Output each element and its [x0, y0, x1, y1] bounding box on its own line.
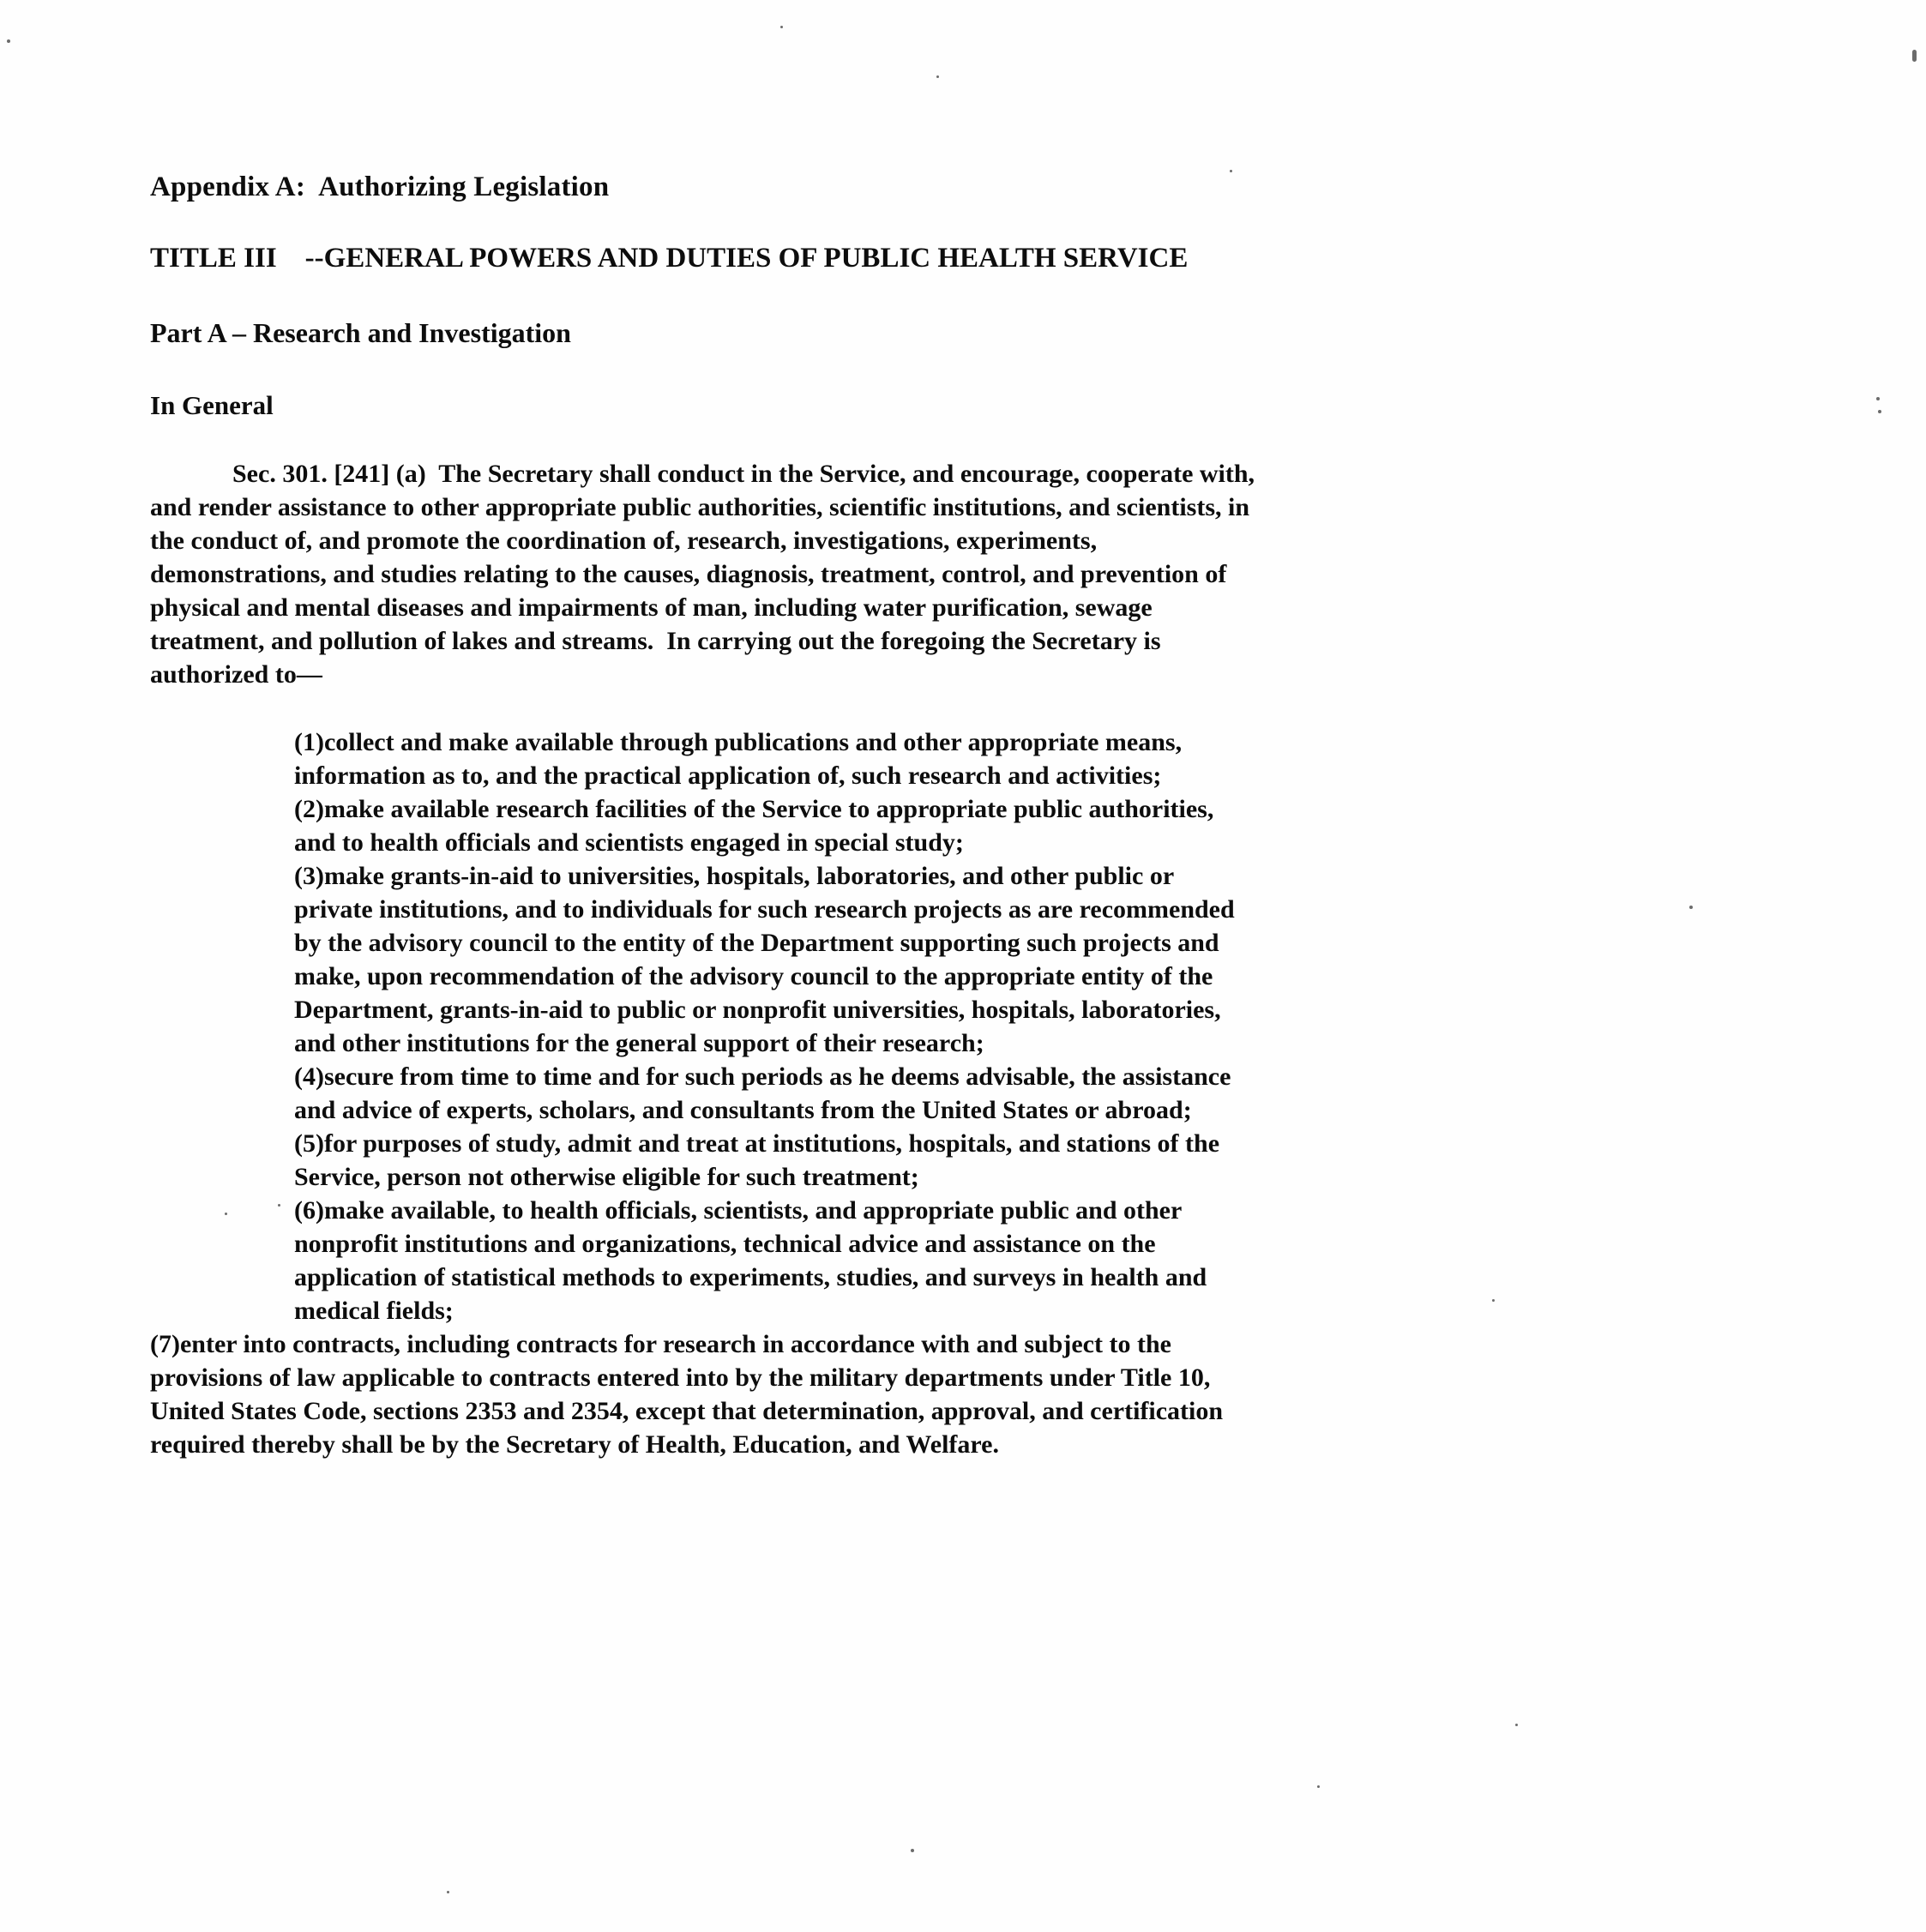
scan-speckle — [1912, 50, 1917, 62]
list-item-7: (7)enter into contracts, including contracts for research in accordance with and subject to the provisions of law applicable to contracts entered into by the military departments under Title 10, United States Code, sections 2353 and 2354, except that determination, approval, and certification required thereby shall be by the Secretary of Health, Education, and Welfare. — [150, 1330, 1230, 1459]
authorization-list — [294, 725, 1256, 1327]
section-301-paragraph: Sec. 301. [241] (a) The Secretary shall conduct in the Service, and encourage, cooperate with, and render assistance to other appropriate public authorities, scientific institutions, and scientists, in the conduct of, and promote the coordination of, research, investigations, experiments, demonstrations, and studies relating to the causes, diagnosis, treatment, control, and prevention of physical and mental diseases and impairments of man, including water purification, sewage treatment, and pollution of lakes and streams. In carrying out the foregoing the Secretary is authorized to— — [150, 460, 1261, 689]
scan-speckle — [447, 1891, 449, 1893]
scan-speckle — [911, 1849, 914, 1852]
list-item-2: (2)make available research facilities of the Service to appropriate public authorities, and to health officials and scientists engaged in special study; — [294, 795, 1220, 857]
appendix-heading: Appendix A: Authorizing Legislation — [150, 172, 610, 202]
part-a-heading: Part A – Research and Investigation — [150, 317, 571, 348]
list-item-1: (1)collect and make available through publications and other appropriate means, information as to, and the practical application of, such research and activities; — [294, 728, 1189, 790]
scan-speckle — [1689, 906, 1693, 909]
list-item-4: (4)secure from time to time and for such periods as he deems advisable, the assistance and advice of experts, scholars, and consultants from the United States or abroad; — [294, 1062, 1237, 1124]
scan-speckle — [7, 39, 10, 43]
scan-speckle — [1317, 1785, 1320, 1788]
scan-speckle — [936, 75, 939, 78]
title-iii-heading: TITLE III --GENERAL POWERS AND DUTIES OF PUBLIC HEALTH SERVICE — [150, 243, 1189, 274]
in-general-heading: In General — [150, 390, 274, 420]
scan-speckle — [1878, 410, 1881, 413]
scan-speckle — [1515, 1724, 1518, 1726]
scan-speckle — [1876, 397, 1880, 400]
scan-speckle — [1492, 1299, 1495, 1302]
scan-speckle — [780, 26, 783, 28]
list-item-3: (3)make grants-in-aid to universities, hospitals, laboratories, and other public or private institutions, and to individuals for such research projects as are recommended by the advisory council to the entity of the Department supporting such projects and make, upon recommendation of the advisory council to the appropriate entity of the Department, grants-in-aid to public or nonprofit universities, hospitals, laboratories, and other institutions for the general support of their research; — [294, 862, 1242, 1057]
list-item-5: (5)for purposes of study, admit and treat at institutions, hospitals, and stations of the Service, person not otherwise eligible for such treatment; — [294, 1129, 1226, 1191]
list-item-6: (6)make available, to health officials, scientists, and appropriate public and other nonprofit institutions and organizations, technical advice and assistance on the application of statistical methods to experiments, studies, and surveys in health and medical fields; — [294, 1196, 1213, 1325]
document-content — [150, 172, 1273, 1461]
